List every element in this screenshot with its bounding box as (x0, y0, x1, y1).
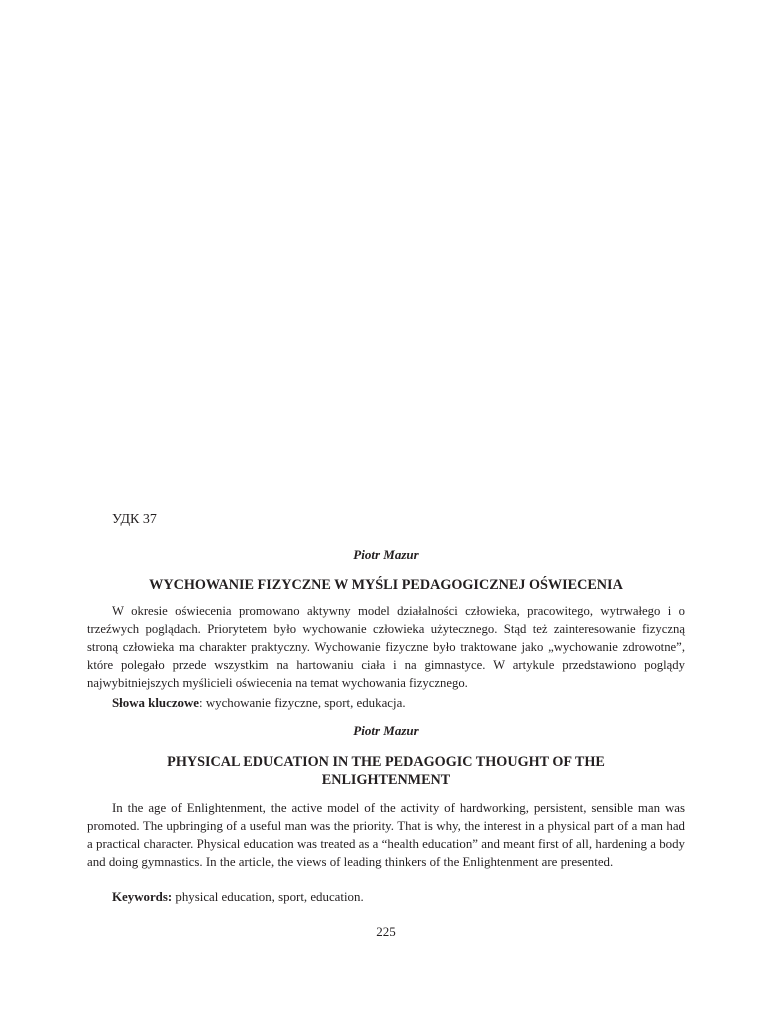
keywords-label-english: Keywords: (112, 890, 173, 904)
udk-code: УДК 37 (112, 512, 157, 527)
keywords-polish (112, 694, 685, 712)
article-title-polish: WYCHOWANIE FIZYCZNE W MYŚLI PEDAGOGICZNEJ OŚWIECENIA (149, 577, 623, 593)
keywords-english (112, 888, 685, 906)
document-page (87, 0, 685, 1024)
author-name-english: Piotr Mazur (353, 723, 419, 738)
page-number: 225 (376, 924, 396, 939)
keywords-text-polish: : wychowanie fizyczne, sport, edukacja. (199, 696, 406, 710)
author-name-polish: Piotr Mazur (353, 547, 419, 562)
keywords-label-polish: Słowa kluczowe (112, 696, 200, 710)
keywords-text-english: physical education, sport, education. (172, 890, 364, 904)
article-title-english: PHYSICAL EDUCATION IN THE PEDAGOGIC THOUGHT OF THE ENLIGHTENMENT (167, 754, 605, 788)
abstract-polish: W okresie oświecenia promowano aktywny model działalności człowieka, pracowitego, wytrwałego i o trzeźwych poglądach. Priorytetem było wychowanie człowieka użytecznego. Stąd też zainteresowanie fizyczną stroną człowieka ma charakter praktyczny. Wychowanie fizyczne było traktowane jako „wychowanie zdrowotne”, które polegało przede wszystkim na hartowaniu ciała i na gimnastyce. W artykule przedstawiono poglądy najwybitniejszych myślicieli oświecenia na temat wychowania fizycznego. (87, 604, 685, 690)
abstract-english: In the age of Enlightenment, the active model of the activity of hardworking, persistent, sensible man was promoted. The upbringing of a useful man was the priority. That is why, the interest in a physical part of a man had a practical character. Physical education was treated as a “health education” and meant first of all, hardening a body and doing gymnastics. In the article, the views of leading thinkers of the Enlightenment are presented. (87, 801, 685, 869)
